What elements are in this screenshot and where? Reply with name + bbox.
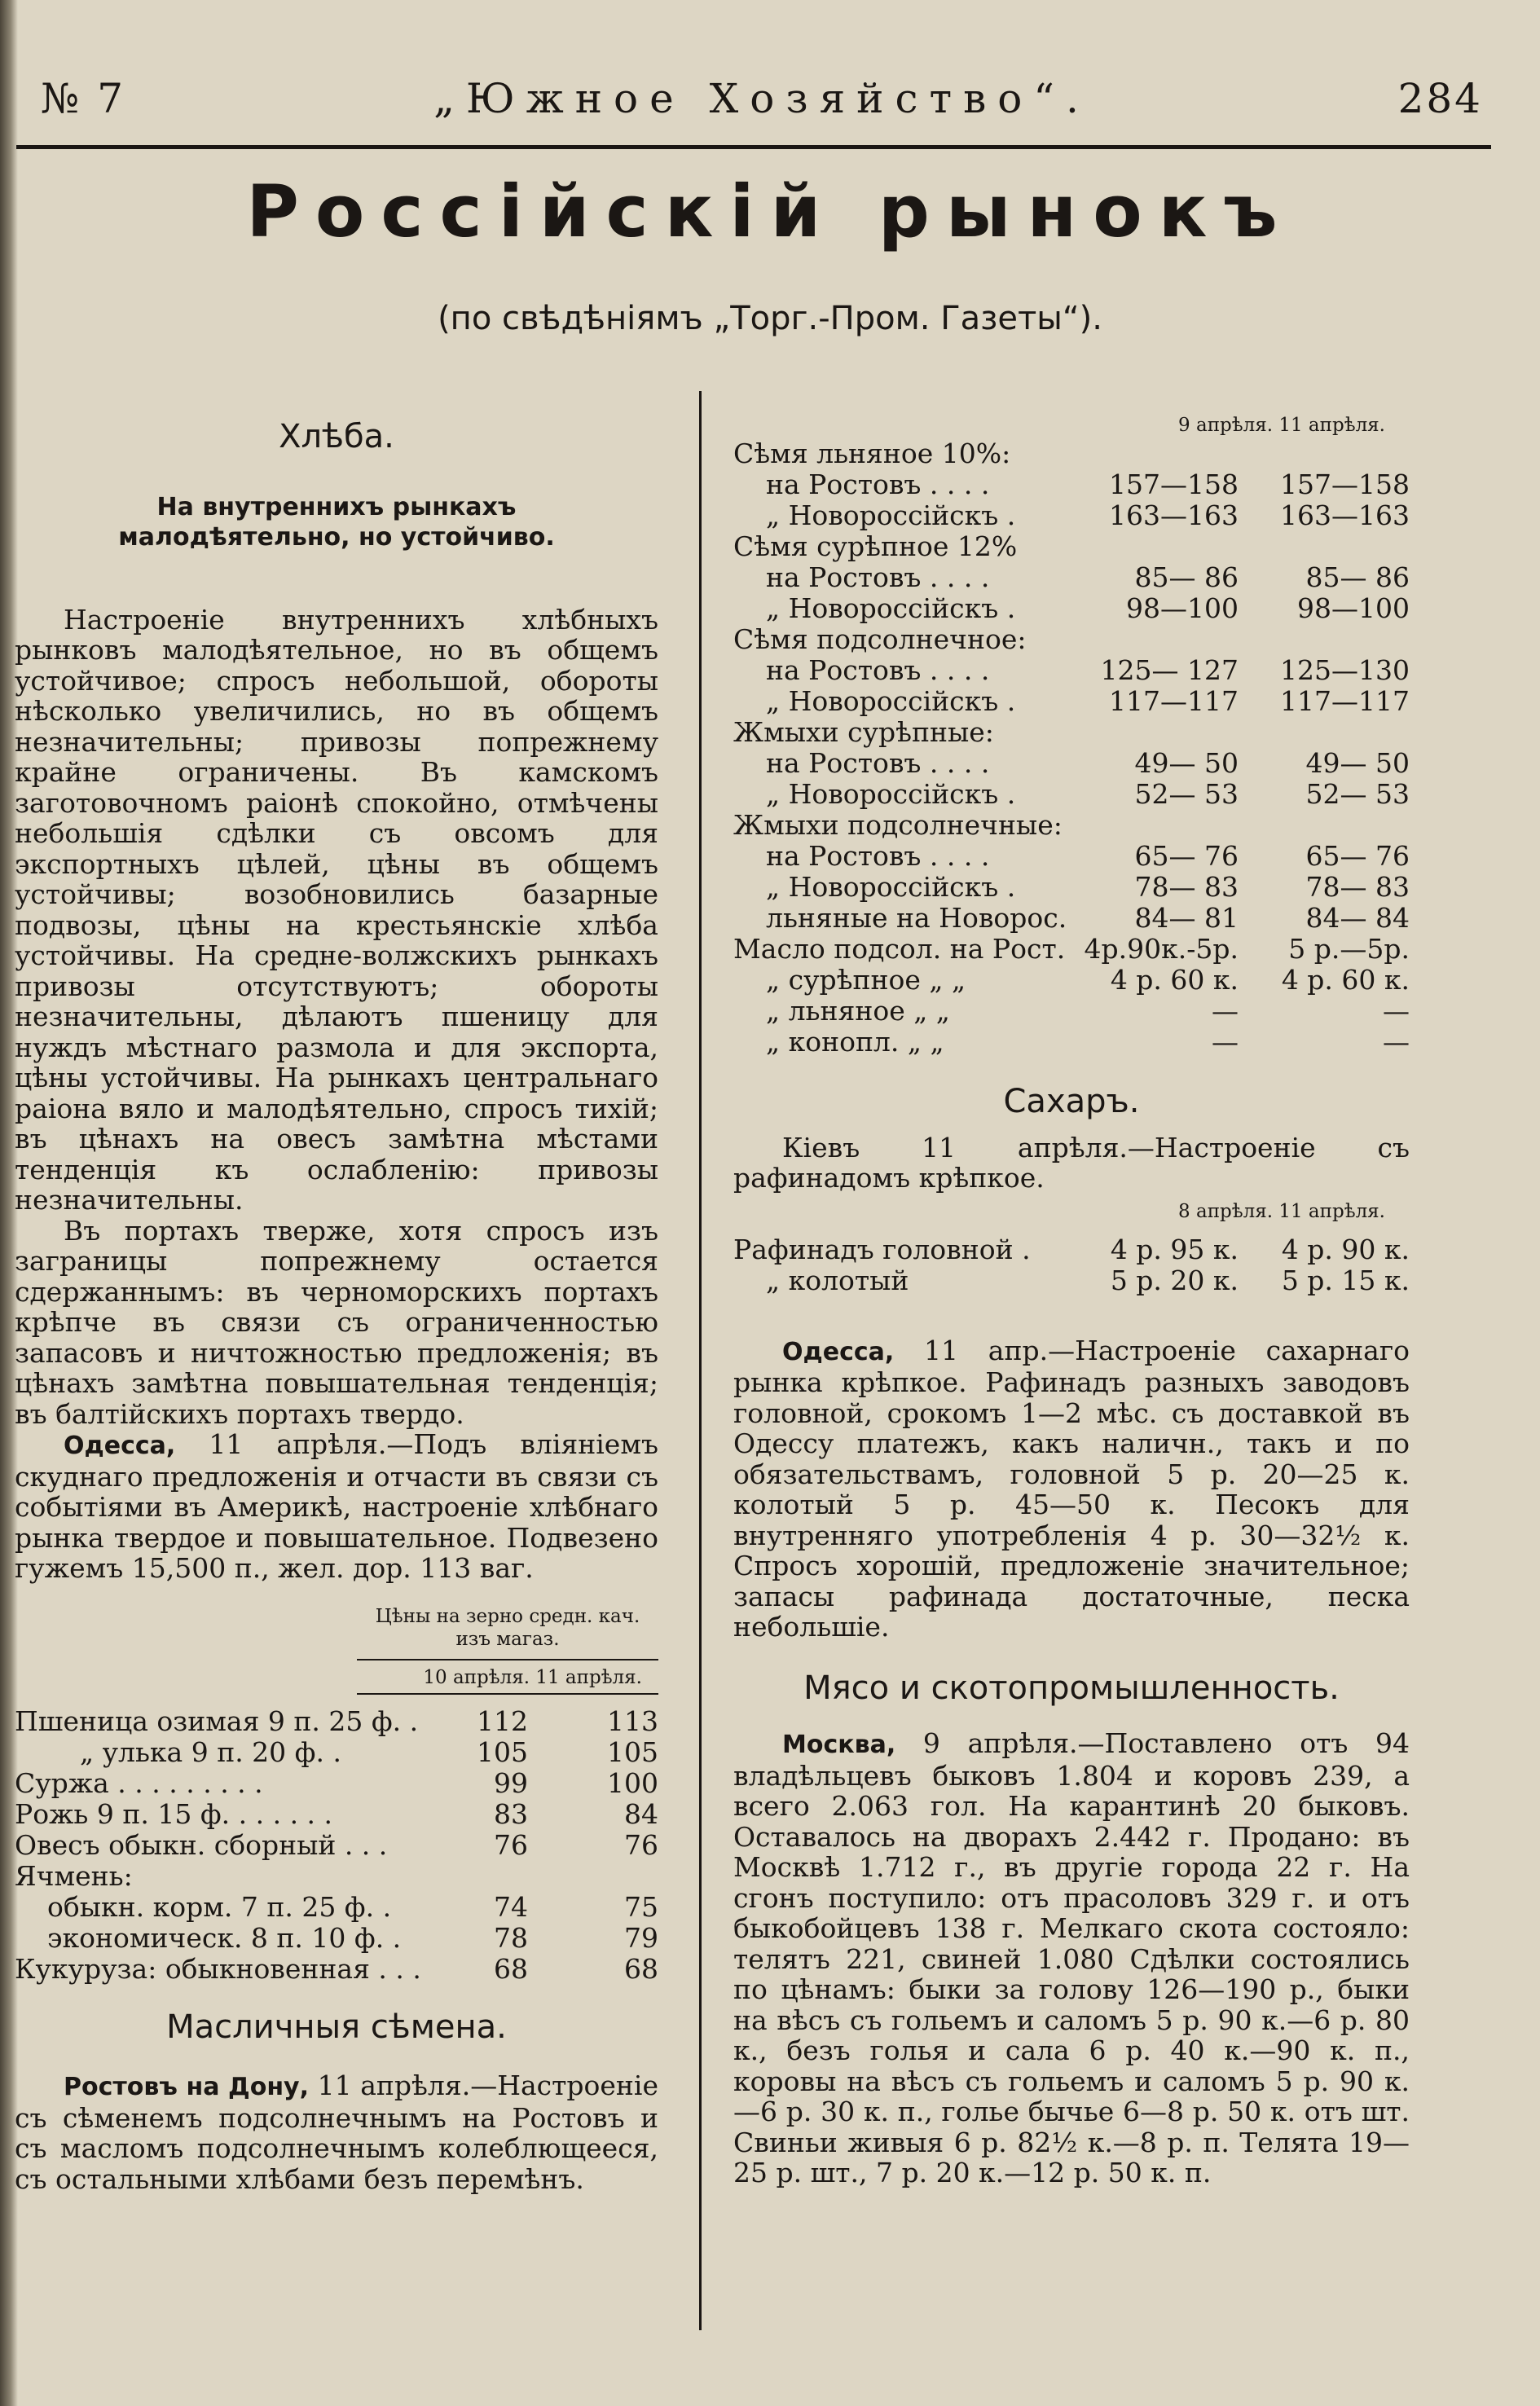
table-row <box>733 1234 1410 1265</box>
table-row <box>733 779 1410 810</box>
row-label: на Ростовъ . . . . <box>766 747 990 779</box>
row-label: „ колотый <box>766 1264 909 1296</box>
row-value-second: 4 р. 60 к. <box>1281 964 1410 996</box>
table-row <box>15 1954 658 1985</box>
row-label: Суржа . . . . . . . . . <box>15 1766 263 1799</box>
table-row <box>15 1923 658 1954</box>
row-value-second: 113 <box>607 1704 658 1737</box>
row-value-first: 49— 50 <box>1134 747 1239 779</box>
row-label: Рафинадъ головной . <box>733 1233 1031 1265</box>
row-value-first: 112 <box>477 1704 528 1737</box>
row-label: Жмыхи сурѣпные: <box>733 716 994 748</box>
grain-price-note: Цѣны на зерно средн. кач. изъ магаз. <box>375 1605 640 1650</box>
row-value-second: — <box>1383 1026 1410 1058</box>
grain-price-dates: 10 апрѣля. 11 апрѣля. <box>423 1666 642 1688</box>
grain-section-title: Хлѣба. <box>279 418 394 455</box>
table-row <box>15 1830 658 1861</box>
row-label: „ льняное „ „ <box>766 995 950 1027</box>
table-row <box>15 1799 658 1830</box>
grain-paragraph-1: Настроеніе внутреннихъ хлѣбныхъ рынковъ малодѣятельное, но въ общемъ устойчивое; спросъ небольшой, обороты нѣсколько увеличились, но въ общемъ незначительны; привозы попрежнему крайне ограничены. Въ камскомъ заготовочномъ раіонѣ спокойно, отмѣчены небольшія сдѣлки съ овсомъ для экспортныхъ цѣлей, цѣны въ общемъ устойчивы; возобновились базарные подвозы, цѣны на крестьянскіе хлѣба устойчивы. На средне-волжскихъ рынкахъ привозы отсутствуютъ; обороты незначительны, дѣлаютъ пшеницу для нуждъ мѣстнаго размола и для экспорта, цѣны устойчивы. На рынкахъ центральнаго раіона вяло и малодѣятельно, спросъ тихій; въ цѣнахъ на овесъ замѣтна мѣстами тенденція къ ослабленію: привозы незначительны. <box>15 603 658 1216</box>
row-label: Жмыхи подсолнечные: <box>733 809 1063 841</box>
row-label: Рожь 9 п. 15 ф. . . . . . . <box>15 1797 333 1830</box>
row-value-first: 5 р. 20 к. <box>1110 1264 1239 1296</box>
table-row <box>733 872 1410 903</box>
row-value-first <box>1076 438 1239 469</box>
page-number: 284 <box>1397 75 1483 122</box>
row-value-second: 49— 50 <box>1305 747 1410 779</box>
row-value-second: 5 р.—5р. <box>1288 933 1410 965</box>
row-value-first: 78— 83 <box>1134 871 1239 903</box>
row-label: обыкн. корм. 7 п. 25 ф. . <box>47 1890 392 1923</box>
row-value-first: 4 р. 95 к. <box>1110 1233 1239 1265</box>
row-label: на Ростовъ . . . . <box>766 468 990 500</box>
row-value-second: 125—130 <box>1280 654 1410 686</box>
table-row <box>15 1892 658 1923</box>
table-row <box>733 624 1410 655</box>
row-label: „ Новороссійскъ . <box>766 778 1016 810</box>
article-subtitle: (по свѣдѣніямъ „Торг.-Пром. Газеты“). <box>438 300 1102 337</box>
row-value-second <box>1239 438 1410 469</box>
row-value-second: 68 <box>624 1952 658 1985</box>
sugar-price-table <box>733 1234 1410 1296</box>
row-value-first: 83 <box>494 1797 528 1830</box>
seed-price-dates: 9 апрѣля. 11 апрѣля. <box>1178 415 1385 436</box>
sugar-price-dates: 8 апрѣля. 11 апрѣля. <box>1178 1200 1385 1222</box>
row-label: „ конопл. „ „ <box>766 1026 944 1058</box>
row-value-second <box>1239 717 1410 748</box>
row-label: „ Новороссійскъ . <box>766 871 1016 903</box>
table-row <box>733 562 1410 593</box>
page-header <box>41 75 1483 132</box>
row-label: „ Новороссійскъ . <box>766 685 1016 717</box>
table-row <box>733 655 1410 686</box>
oilseed-section-title: Масличныя сѣмена. <box>166 2008 507 2046</box>
table-row <box>733 810 1410 841</box>
grain-price-rule-2 <box>357 1693 658 1695</box>
table-row <box>733 1027 1410 1058</box>
table-row <box>733 841 1410 872</box>
row-label: Кукуруза: обыкновенная . . . <box>15 1952 421 1985</box>
row-label: Овесъ обыкн. сборный . . . <box>15 1828 388 1861</box>
row-value-first: 99 <box>494 1766 528 1799</box>
row-value-first: 117—117 <box>1109 685 1239 717</box>
row-value-second: 117—117 <box>1280 685 1410 717</box>
meat-moscow-text: 9 апрѣля.—Поставлено отъ 94 владѣльцевъ быковъ 1.804 и коровъ 239, а всего 2.063 гол. На карантинѣ 20 быковъ. Оставалось на дворахъ 2.442 г. Продано: въ Москвѣ 1.712 г., въ другіе города 22 г. На сгонъ поступило: отъ прасоловъ 329 г. и отъ быкобойцевъ 138 г. Мелкаго скота состояло: телятъ 221, свиней 1.080 Сдѣлки состоялись по цѣнамъ: быки за голову 126—190 р., быки на вѣсъ съ гольемъ и саломъ 5 р. 90 к.—6 р. 80 к., безъ голья и сала 6 р. 40 к.—90 к. п., коровы на вѣсъ съ гольемъ и саломъ 5 р. 90 к.—6 р. 30 к. п., голье бычье 6—8 р. 50 к. отъ шт. Свиньи живыя 6 р. 82½ к.—8 р. п. Телята 19—25 р. шт., 7 р. 20 к.—12 р. 50 к. п. <box>733 1727 1410 2188</box>
row-value-second: 78— 83 <box>1305 871 1410 903</box>
table-row <box>733 934 1410 965</box>
row-label: Сѣмя льняное 10%: <box>733 438 1011 469</box>
table-row <box>733 996 1410 1027</box>
row-value-first: 105 <box>477 1735 528 1768</box>
table-row <box>733 686 1410 717</box>
table-row <box>15 1706 658 1737</box>
table-row <box>15 1737 658 1768</box>
row-value-first: 98—100 <box>1126 592 1239 624</box>
grain-paragraph-2: Въ портахъ тверже, хотя спросъ изъ заграницы попрежнему остается сдержаннымъ: въ черноморскихъ портахъ крѣпче въ связи съ ограниченностью запасовъ и ничтожностью предложенія; въ цѣнахъ замѣтна повышательная тенденція; въ балтійскихъ портахъ твердо. <box>15 1214 658 1430</box>
grain-price-table <box>15 1706 658 1985</box>
meat-moscow-lead: Москва, <box>782 1731 896 1759</box>
meat-section-title: Мясо и скотопромышленность. <box>803 1669 1340 1707</box>
row-value-second: 52— 53 <box>1305 778 1410 810</box>
row-value-second <box>1239 531 1410 562</box>
row-label: Масло подсол. на Рост. <box>733 933 1066 965</box>
sugar-odessa-text: 11 апр.—Настроеніе сахарнаго рынка крѣпкое. Рафинадъ разныхъ заводовъ головной, срокомъ 1—2 мѣс. съ доставкой въ Одессу платежъ, какъ наличн., такъ и по обязательствамъ, головной 5 р. 20—25 к. колотый 5 р. 45—50 к. Песокъ для внутренняго употребленія 4 р. 30—32½ к. Спросъ хорошій, предложеніе значительное; запасы рафинада достаточные, песка небольшіе. <box>733 1334 1410 1643</box>
table-row <box>15 1768 658 1799</box>
row-label: на Ростовъ . . . . <box>766 654 990 686</box>
table-row <box>733 593 1410 624</box>
row-value-first: 68 <box>494 1952 528 1985</box>
sugar-kiev-paragraph: Кіевъ 11 апрѣля.—Настроеніе съ рафинадомъ крѣпкое. <box>733 1131 1410 1194</box>
row-value-first: 76 <box>494 1828 528 1861</box>
row-value-second <box>528 1861 658 1892</box>
row-value-second: 5 р. 15 к. <box>1281 1264 1410 1296</box>
row-value-first: 78 <box>494 1921 528 1954</box>
header-rule <box>16 145 1491 149</box>
table-row <box>733 748 1410 779</box>
column-divider <box>699 391 702 2330</box>
row-value-second: 84 <box>624 1797 658 1830</box>
row-label: на Ростовъ . . . . <box>766 561 990 593</box>
journal-title: „Южное Хозяйство“. <box>433 75 1090 122</box>
sugar-odessa-paragraph <box>733 1335 1410 1643</box>
row-label: „ Новороссійскъ . <box>766 592 1016 624</box>
table-row <box>733 1265 1410 1296</box>
table-row <box>733 717 1410 748</box>
issue-number: № 7 <box>41 75 126 122</box>
row-label: Сѣмя подсолнечное: <box>733 623 1027 655</box>
odessa-text: 11 апрѣля.—Подъ вліяніемъ скуднаго предложенія и отчасти въ связи съ событіями въ Америкѣ, настроеніе хлѣбнаго рынка твердое и повышательное. Подвезено гужемъ 15,500 п., жел. дор. 113 ваг. <box>15 1428 658 1584</box>
row-label: льняные на Новорос. <box>766 902 1067 934</box>
row-value-first <box>1076 624 1239 655</box>
row-value-first <box>1076 531 1239 562</box>
row-label: „ Новороссійскъ . <box>766 499 1016 531</box>
odessa-lead: Одесса, <box>64 1432 176 1460</box>
grain-section-subtitle: На внутреннихъ рынкахъ малодѣятельно, но устойчиво. <box>118 492 555 552</box>
row-value-second: 163—163 <box>1280 499 1410 531</box>
row-value-first: — <box>1212 995 1239 1027</box>
row-value-first: 157—158 <box>1109 468 1239 500</box>
grain-price-rule <box>357 1659 658 1660</box>
table-row <box>15 1861 658 1892</box>
row-label: на Ростовъ . . . . <box>766 840 990 872</box>
table-row <box>733 965 1410 996</box>
row-value-first: 52— 53 <box>1134 778 1239 810</box>
row-value-second: 4 р. 90 к. <box>1281 1233 1410 1265</box>
row-value-second: — <box>1383 995 1410 1027</box>
row-value-second: 100 <box>607 1766 658 1799</box>
row-value-second: 65— 76 <box>1305 840 1410 872</box>
sugar-odessa-lead: Одесса, <box>782 1337 895 1366</box>
row-value-second: 98—100 <box>1297 592 1410 624</box>
row-value-first: 163—163 <box>1109 499 1239 531</box>
row-value-second: 79 <box>624 1921 658 1954</box>
rostov-lead: Ростовъ на Дону, <box>64 2073 310 2101</box>
oilseed-paragraph <box>15 2070 658 2194</box>
grain-paragraph-odessa <box>15 1429 658 1584</box>
sugar-section-title: Сахаръ. <box>1003 1083 1140 1120</box>
row-value-second <box>1239 810 1410 841</box>
row-label: „ сурѣпное „ „ <box>766 964 966 996</box>
row-label: Пшеница озимая 9 п. 25 ф. . <box>15 1704 419 1737</box>
row-label: Сѣмя сурѣпное 12% <box>733 530 1018 562</box>
row-value-first: 4 р. 60 к. <box>1110 964 1239 996</box>
row-value-second: 105 <box>607 1735 658 1768</box>
row-value-second <box>1239 624 1410 655</box>
article-title: Россійскій рынокъ <box>246 169 1294 253</box>
table-row <box>733 531 1410 562</box>
right-column <box>733 414 1410 2188</box>
row-value-first: 65— 76 <box>1134 840 1239 872</box>
row-value-first <box>438 1861 528 1892</box>
row-value-second: 84— 84 <box>1305 902 1410 934</box>
row-value-first <box>1076 717 1239 748</box>
row-value-first: 125— 127 <box>1100 654 1239 686</box>
row-value-first: 85— 86 <box>1134 561 1239 593</box>
row-value-first <box>1076 810 1239 841</box>
row-value-second: 85— 86 <box>1305 561 1410 593</box>
row-value-second: 157—158 <box>1280 468 1410 500</box>
left-column <box>15 416 658 2194</box>
table-row <box>733 500 1410 531</box>
row-label: Ячмень: <box>15 1859 133 1892</box>
rostov-text: 11 апрѣля.—Настроеніе съ сѣменемъ подсолнечнымъ на Ростовъ и съ масломъ подсолнечнымъ колеблющееся, съ остальными хлѣбами безъ перемѣнъ. <box>15 2070 658 2195</box>
table-row <box>733 438 1410 469</box>
meat-moscow-paragraph <box>733 1728 1410 2188</box>
row-value-first: 74 <box>494 1890 528 1923</box>
table-row <box>733 469 1410 500</box>
row-label: „ улька 9 п. 20 ф. . <box>80 1735 341 1768</box>
row-value-second: 76 <box>624 1828 658 1861</box>
row-label: экономическ. 8 п. 10 ф. . <box>47 1921 402 1954</box>
row-value-first: — <box>1212 1026 1239 1058</box>
table-row <box>733 903 1410 934</box>
row-value-second: 75 <box>624 1890 658 1923</box>
row-value-first: 4р.90к.-5р. <box>1084 933 1239 965</box>
seed-price-table <box>733 438 1410 1058</box>
row-value-first: 84— 81 <box>1134 902 1239 934</box>
